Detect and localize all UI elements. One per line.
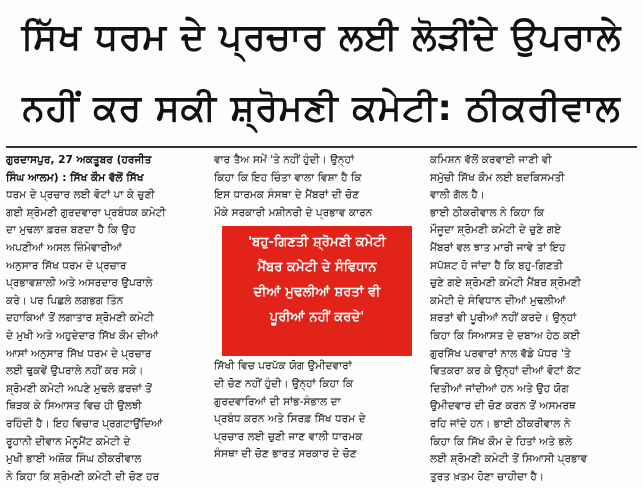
body-line: ਦੇ ਮੁਖੀ ਅਤੇ ਅਹੁਦੇਦਾਰ ਸਿੱਖ ਕੌਮ ਦੀਆਂ — [6, 329, 159, 342]
body-line: ਦਾ ਮੁਢਲਾ ਫ਼ਰਜ਼ ਬਣਦਾ ਹੈ ਕਿ ਉਹ — [6, 224, 136, 237]
body-line: ਰੂਹਾਨੀ ਦੀਵਾਨ ਮੋਨੂਮੈਂਟ ਕਮੇਟੀ ਦੇ — [6, 435, 131, 448]
body-line: ਪ੍ਰਭਾਵਸ਼ਾਲੀ ਅਤੇ ਅਸਰਦਾਰ ਉਪਰਾਲੇ — [6, 277, 153, 290]
body-line: ਵਾਲੀ ਗੱਲ ਹੈ। — [430, 189, 485, 202]
body-line: ਵਾਰ ਤੈਅ ਸਮੇਂ 'ਤੇ ਨਹੀਂ ਹੁੰਦੀ। ਉਨ੍ਹਾਂ — [214, 154, 354, 166]
body-line: ਰਹਿੰਦੀ ਹੈ। ਇਹ ਵਿਚਾਰ ਪ੍ਰਗਟਾਉਂਦਿਆਂ — [6, 417, 163, 430]
body-line: ਕਮਿਸ਼ਨ ਵੱਲੋਂ ਕਰਵਾਈ ਜਾਣੀ ਵੀ — [430, 154, 552, 166]
body-line: ਪ੍ਰਚਾਰ ਲਈ ਚੁਣੀ ਜਾਣ ਵਾਲੀ ਧਾਰਮਕ — [214, 430, 363, 443]
headline-line-2: ਨਹੀਂ ਕਰ ਸਕੀ ਸ਼੍ਰੋਮਣੀ ਕਮੇਟੀ: ਠੀਕਰੀਵਾਲ — [22, 88, 621, 129]
body-line: ਗੁਰਦਵਾਰਿਆਂ ਦੀ ਸਾਂਭ-ਸੰਭਾਲ ਦਾ — [214, 395, 341, 408]
body-line: ਮੌਜੂਦਾ ਸ਼੍ਰੋਮਣੀ ਕਮੇਟੀ ਦੇ ਚੁਣੇ ਗਏ — [430, 224, 562, 237]
pull-quote-line: ਦੀਆਂ ਮੁਢਲੀਆਂ ਸ਼ਰਤਾਂ ਵੀ — [253, 285, 381, 300]
body-line: ਲਈ ਢੁਕਵੇਂ ਉਪਰਾਲੇ ਨਹੀਂ ਕਰ ਸਕੇ। — [6, 365, 144, 378]
body-line: ਵਿਤਕਰਾ ਕਰ ਕੇ ਉਨ੍ਹਾਂ ਦੀਆਂ ਵੋਟਾਂ ਕੱਟ — [430, 365, 581, 378]
body-line: ਕਿਹਾ ਕਿ ਸਿਆਸਤ ਦੇ ਦਬਾਅ ਹੇਠ ਕਈ — [430, 329, 581, 342]
pull-quote-line: ਮੈਂਬਰ ਕਮੇਟੀ ਦੇ ਸੰਵਿਧਾਨ — [257, 260, 377, 275]
article-column-3 — [430, 152, 637, 488]
body-line: ਅਨੁਸਾਰ ਸਿੱਖ ਧਰਮ ਦੇ ਪ੍ਰਚਾਰ — [6, 259, 127, 272]
headline-line-1: ਸਿੱਖ ਧਰਮ ਦੇ ਪ੍ਰਚਾਰ ਲਈ ਲੋੜੀਂਦੇ ਉਪਰਾਲੇ — [21, 17, 622, 58]
body-line: ਉਮੀਦਵਾਰ ਦੀ ਚੋਣ ਕਰਨ ਤੋਂ ਅਸਮਰਥ — [430, 400, 576, 413]
pull-quote — [222, 226, 412, 356]
body-line: ਗਈ ਸ਼੍ਰੋਮਣੀ ਗੁਰਦਵਾਰਾ ਪ੍ਰਬੰਧਕ ਕਮੇਟੀ — [6, 206, 166, 219]
body-line: ਚੁਣੇ ਗਏ ਸ਼੍ਰੋਮਣੀ ਕਮੇਟੀ ਮੈਂਬਰ ਸ਼੍ਰੋਮਣੀ — [430, 277, 581, 290]
pull-quote-line: ਪੂਰੀਆਂ ਨਹੀਂ ਕਰਦੇ' — [269, 310, 365, 325]
body-line: ਸਪੱਸ਼ਟ ਹੋ ਜਾਂਦਾ ਹੈ ਕਿ ਬਹੁ-ਗਿਣਤੀ — [430, 259, 563, 272]
headline-divider — [6, 146, 637, 148]
body-line: ਸ਼੍ਰੋਮਣੀ ਕਮੇਟੀ ਅਪਣੇ ਮੁਢਲੇ ਫ਼ਰਜ਼ਾਂ ਤੋਂ — [6, 382, 152, 395]
body-line: ਸਿੰਘ ਆਲਮ) : ਸਿੱਖ ਕੌਮ ਵੱਲੋਂ ਸਿੱਖ — [6, 171, 144, 184]
body-line: ਕਰੇ। ਪਰ ਪਿਛਲੇ ਲਗਭਗ ਤਿੰਨ — [6, 294, 124, 307]
body-line: ਸਮੁੱਚੀ ਸਿੱਖ ਕੌਮ ਲਈ ਬਦਕਿਸਮਤੀ — [430, 171, 565, 184]
body-line: ਨੇ ਕਿਹਾ ਕਿ ਸ਼੍ਰੋਮਣੀ ਕਮੇਟੀ ਦੀ ਚੋਣ ਹਰ — [6, 470, 160, 483]
body-line: ਲਈ ਸ਼੍ਰੋਮਣੀ ਕਮੇਟੀ ਤੋਂ ਸਿਆਸੀ ਪ੍ਰਭਾਵ — [430, 453, 588, 466]
body-line: ਇਸ ਧਾਰਮਕ ਸੰਸਥਾ ਦੇ ਮੈਂਬਰਾਂ ਦੀ ਚੋਣ — [214, 189, 360, 202]
body-line: ਮੁਖੀ ਭਾਈ ਅਸ਼ੋਕ ਸਿੰਘ ਠੀਕਰੀਵਾਲ — [6, 453, 142, 466]
body-line: ਭਾਈ ਠੀਕਰੀਵਾਲ ਨੇ ਕਿਹਾ ਕਿ — [430, 206, 545, 219]
body-line: ਮੌਕੇ ਸਰਕਾਰੀ ਮਸ਼ੀਨਰੀ ਦੇ ਪ੍ਰਭਾਵ ਕਾਰਨ — [214, 206, 373, 219]
body-line: ਧਰਮ ਦੇ ਪ੍ਰਚਾਰ ਲਈ ਵੋਟਾਂ ਪਾ ਕੇ ਚੁਣੀ — [6, 189, 155, 202]
pull-quote-line: 'ਬਹੁ-ਗਿਣਤੀ ਸ਼੍ਰੋਮਣੀ ਕਮੇਟੀ — [248, 235, 386, 250]
body-line: ਤੁਰਤ ਖ਼ਤਮ ਹੋਣਾ ਚਾਹੀਦਾ ਹੈ। — [430, 470, 545, 483]
body-line: ਆਸਾਂ ਅਨੁਸਾਰ ਸਿੱਖ ਧਰਮ ਦੇ ਪ੍ਰਚਾਰ — [6, 347, 152, 360]
body-line: ਥਿੜਕ ਕੇ ਸਿਆਸਤ ਵਿਚ ਹੀ ਉਲਝੀ — [6, 400, 142, 413]
body-line: ਪ੍ਰਬੰਧ ਕਰਨ ਅਤੇ ਸਿਰਫ਼ ਸਿੱਖ ਧਰਮ ਦੇ — [214, 413, 366, 426]
body-line: ਕਿਹਾ ਕਿ ਇਹ ਚਿੰਤਾ ਵਾਲਾ ਵਿਸ਼ਾ ਹੈ ਕਿ — [214, 171, 362, 184]
dateline: ਗੁਰਦਾਸਪੁਰ, 27 ਅਕਤੂਬਰ (ਹਰਜੀਤ — [6, 154, 152, 166]
body-line: ਸਿੱਖੀ ਵਿਚ ਪਰਪੱਕ ਯੋਗ ਉਮੀਦਵਾਰਾਂ — [214, 360, 352, 373]
body-line: ਸ਼ਰਤਾਂ ਵੀ ਪੂਰੀਆਂ ਨਹੀਂ ਕਰਦੇ। ਉਨ੍ਹਾਂ — [430, 312, 577, 325]
article-column-1 — [6, 152, 204, 488]
body-line: ਕਮੇਟੀ ਦੇ ਸੰਵਿਧਾਨ ਦੀਆਂ ਮੁਢਲੀਆਂ — [430, 294, 566, 307]
body-line: ਦਹਾਕਿਆਂ ਤੋਂ ਲਗਾਤਾਰ ਸ਼੍ਰੋਮਣੀ ਕਮੇਟੀ — [6, 312, 154, 325]
body-line: ਮੈਂਬਰਾਂ ਵਲ ਝਾਤ ਮਾਰੀ ਜਾਵੇ ਤਾਂ ਇਹ — [430, 241, 566, 254]
body-line: ਦੀ ਚੋਣ ਨਹੀਂ ਹੁੰਦੀ। ਉਨ੍ਹਾਂ ਕਿਹਾ ਕਿ — [214, 377, 354, 390]
body-line: ਦਿਤੀਆਂ ਜਾਂਦੀਆਂ ਹਨ ਅਤੇ ਉਹ ਯੋਗ — [430, 382, 569, 395]
body-line: ਗੁਰਸਿੱਖ ਪਰਵਾਰਾਂ ਨਾਲ ਵੱਡੇ ਪੱਧਰ 'ਤੇ — [430, 347, 571, 360]
body-line: ਸੰਸਥਾ ਦੀ ਚੋਣ ਭਾਰਤ ਸਰਕਾਰ ਦੇ ਚੋਣ — [214, 448, 357, 461]
body-line: ਰਹਿ ਜਾਂਦੇ ਹਨ। ਭਾਈ ਠੀਕਰੀਵਾਲ ਨੇ — [430, 417, 571, 430]
body-line: ਕਿਹਾ ਕਿ ਸਿੱਖ ਕੌਮ ਦੇ ਹਿਤਾਂ ਅਤੇ ਭਲੇ — [430, 435, 573, 448]
body-line: ਅਪਣੀਆਂ ਅਸਲ ਜ਼ਿੰਮੇਵਾਰੀਆਂ — [6, 241, 122, 254]
